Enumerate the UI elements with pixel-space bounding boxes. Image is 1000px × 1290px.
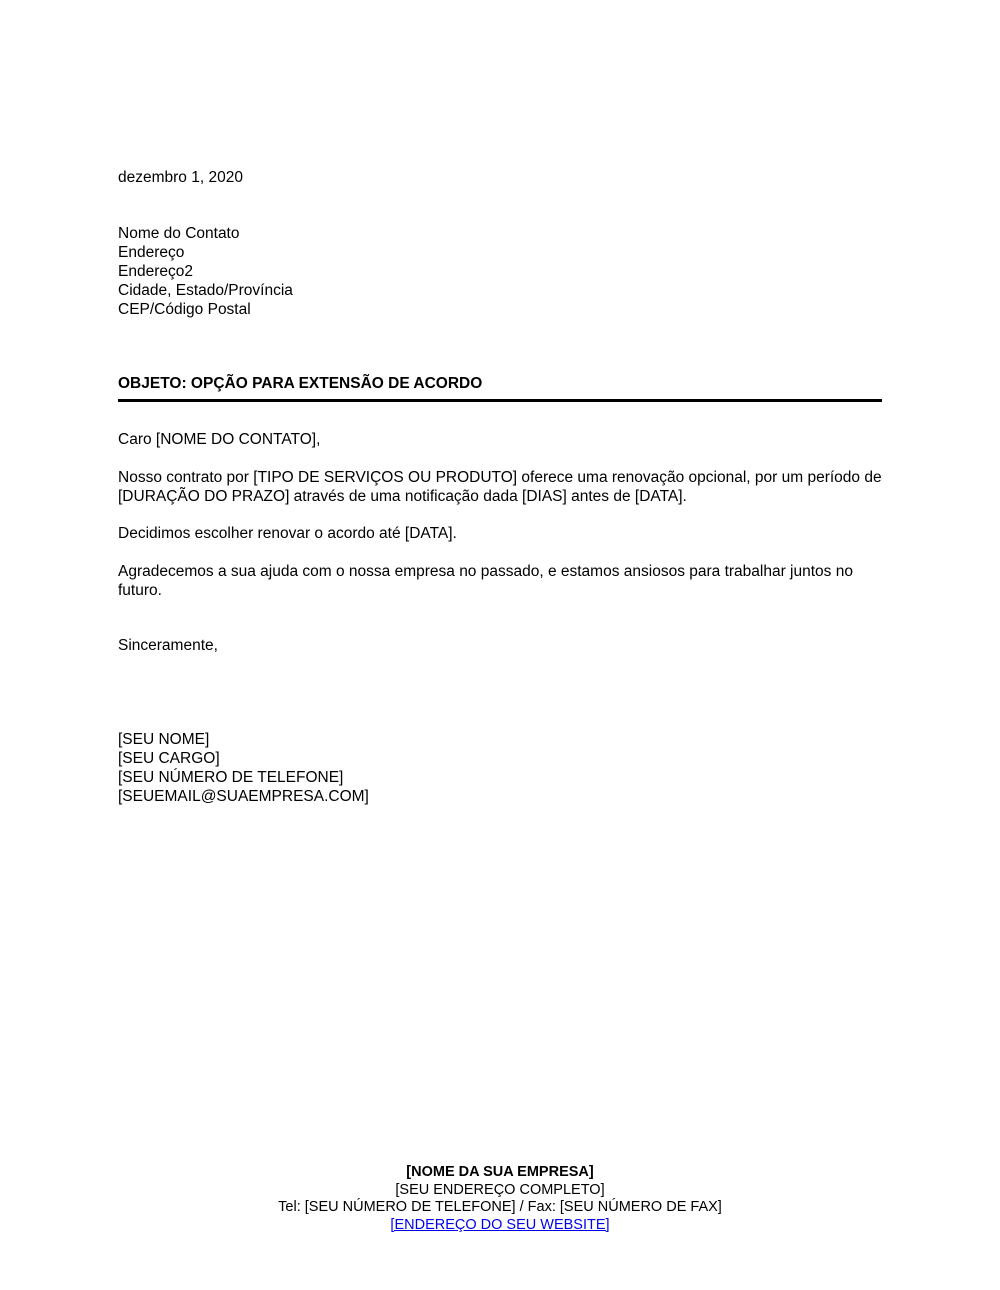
recipient-name: Nome do Contato (118, 225, 240, 242)
body-paragraph (118, 562, 882, 600)
signature-phone: [SEU NÚMERO DE TELEFONE] (118, 769, 344, 786)
footer-address: [SEU ENDEREÇO COMPLETO] (395, 1181, 605, 1198)
footer-website-link[interactable]: [ENDEREÇO DO SEU WEBSITE] (390, 1216, 610, 1233)
body-paragraph (118, 524, 882, 543)
signature-title: [SEU CARGO] (118, 750, 220, 767)
signature-name: [SEU NOME] (118, 731, 210, 748)
recipient-address-line-1: Endereço (118, 244, 185, 261)
footer-company-name: [NOME DA SUA EMPRESA] (406, 1164, 594, 1180)
recipient-address-line-2: Endereço2 (118, 263, 193, 280)
closing-text: Sinceramente, (118, 637, 218, 654)
signature-email: [SEUEMAIL@SUAEMPRESA.COM] (118, 788, 369, 805)
date-text: dezembro 1, 2020 (118, 169, 243, 186)
signature-block (118, 730, 882, 806)
paragraph-contract-renewal: Nosso contrato por [TIPO DE SERVIÇOS OU PRODUTO] oferece uma renovação opcional, por um período de [DURAÇÃO DO PRAZO] através de uma notificação dada [DIAS] antes de [DATA]. (118, 469, 882, 505)
recipient-city-state: Cidade, Estado/Província (118, 282, 293, 299)
recipient-postal-code: CEP/Código Postal (118, 301, 251, 318)
body-paragraph (118, 468, 882, 506)
closing (118, 636, 882, 655)
letter-date (118, 168, 882, 187)
company-footer (0, 1164, 1000, 1234)
greeting-text: Caro [NOME DO CONTATO], (118, 431, 321, 448)
subject-text: OBJETO: OPÇÃO PARA EXTENSÃO DE ACORDO (118, 375, 483, 392)
paragraph-thanks: Agradecemos a sua ajuda com o nossa empresa no passado, e estamos ansiosos para trabalhar juntos no futuro. (118, 563, 853, 599)
recipient-address (118, 224, 882, 319)
footer-contact: Tel: [SEU NÚMERO DE TELEFONE] / Fax: [SEU NÚMERO DE FAX] (278, 1199, 722, 1215)
subject-line (118, 374, 882, 393)
paragraph-decision: Decidimos escolher renovar o acordo até [DATA]. (118, 525, 457, 542)
greeting (118, 430, 882, 449)
subject-divider (118, 399, 882, 402)
